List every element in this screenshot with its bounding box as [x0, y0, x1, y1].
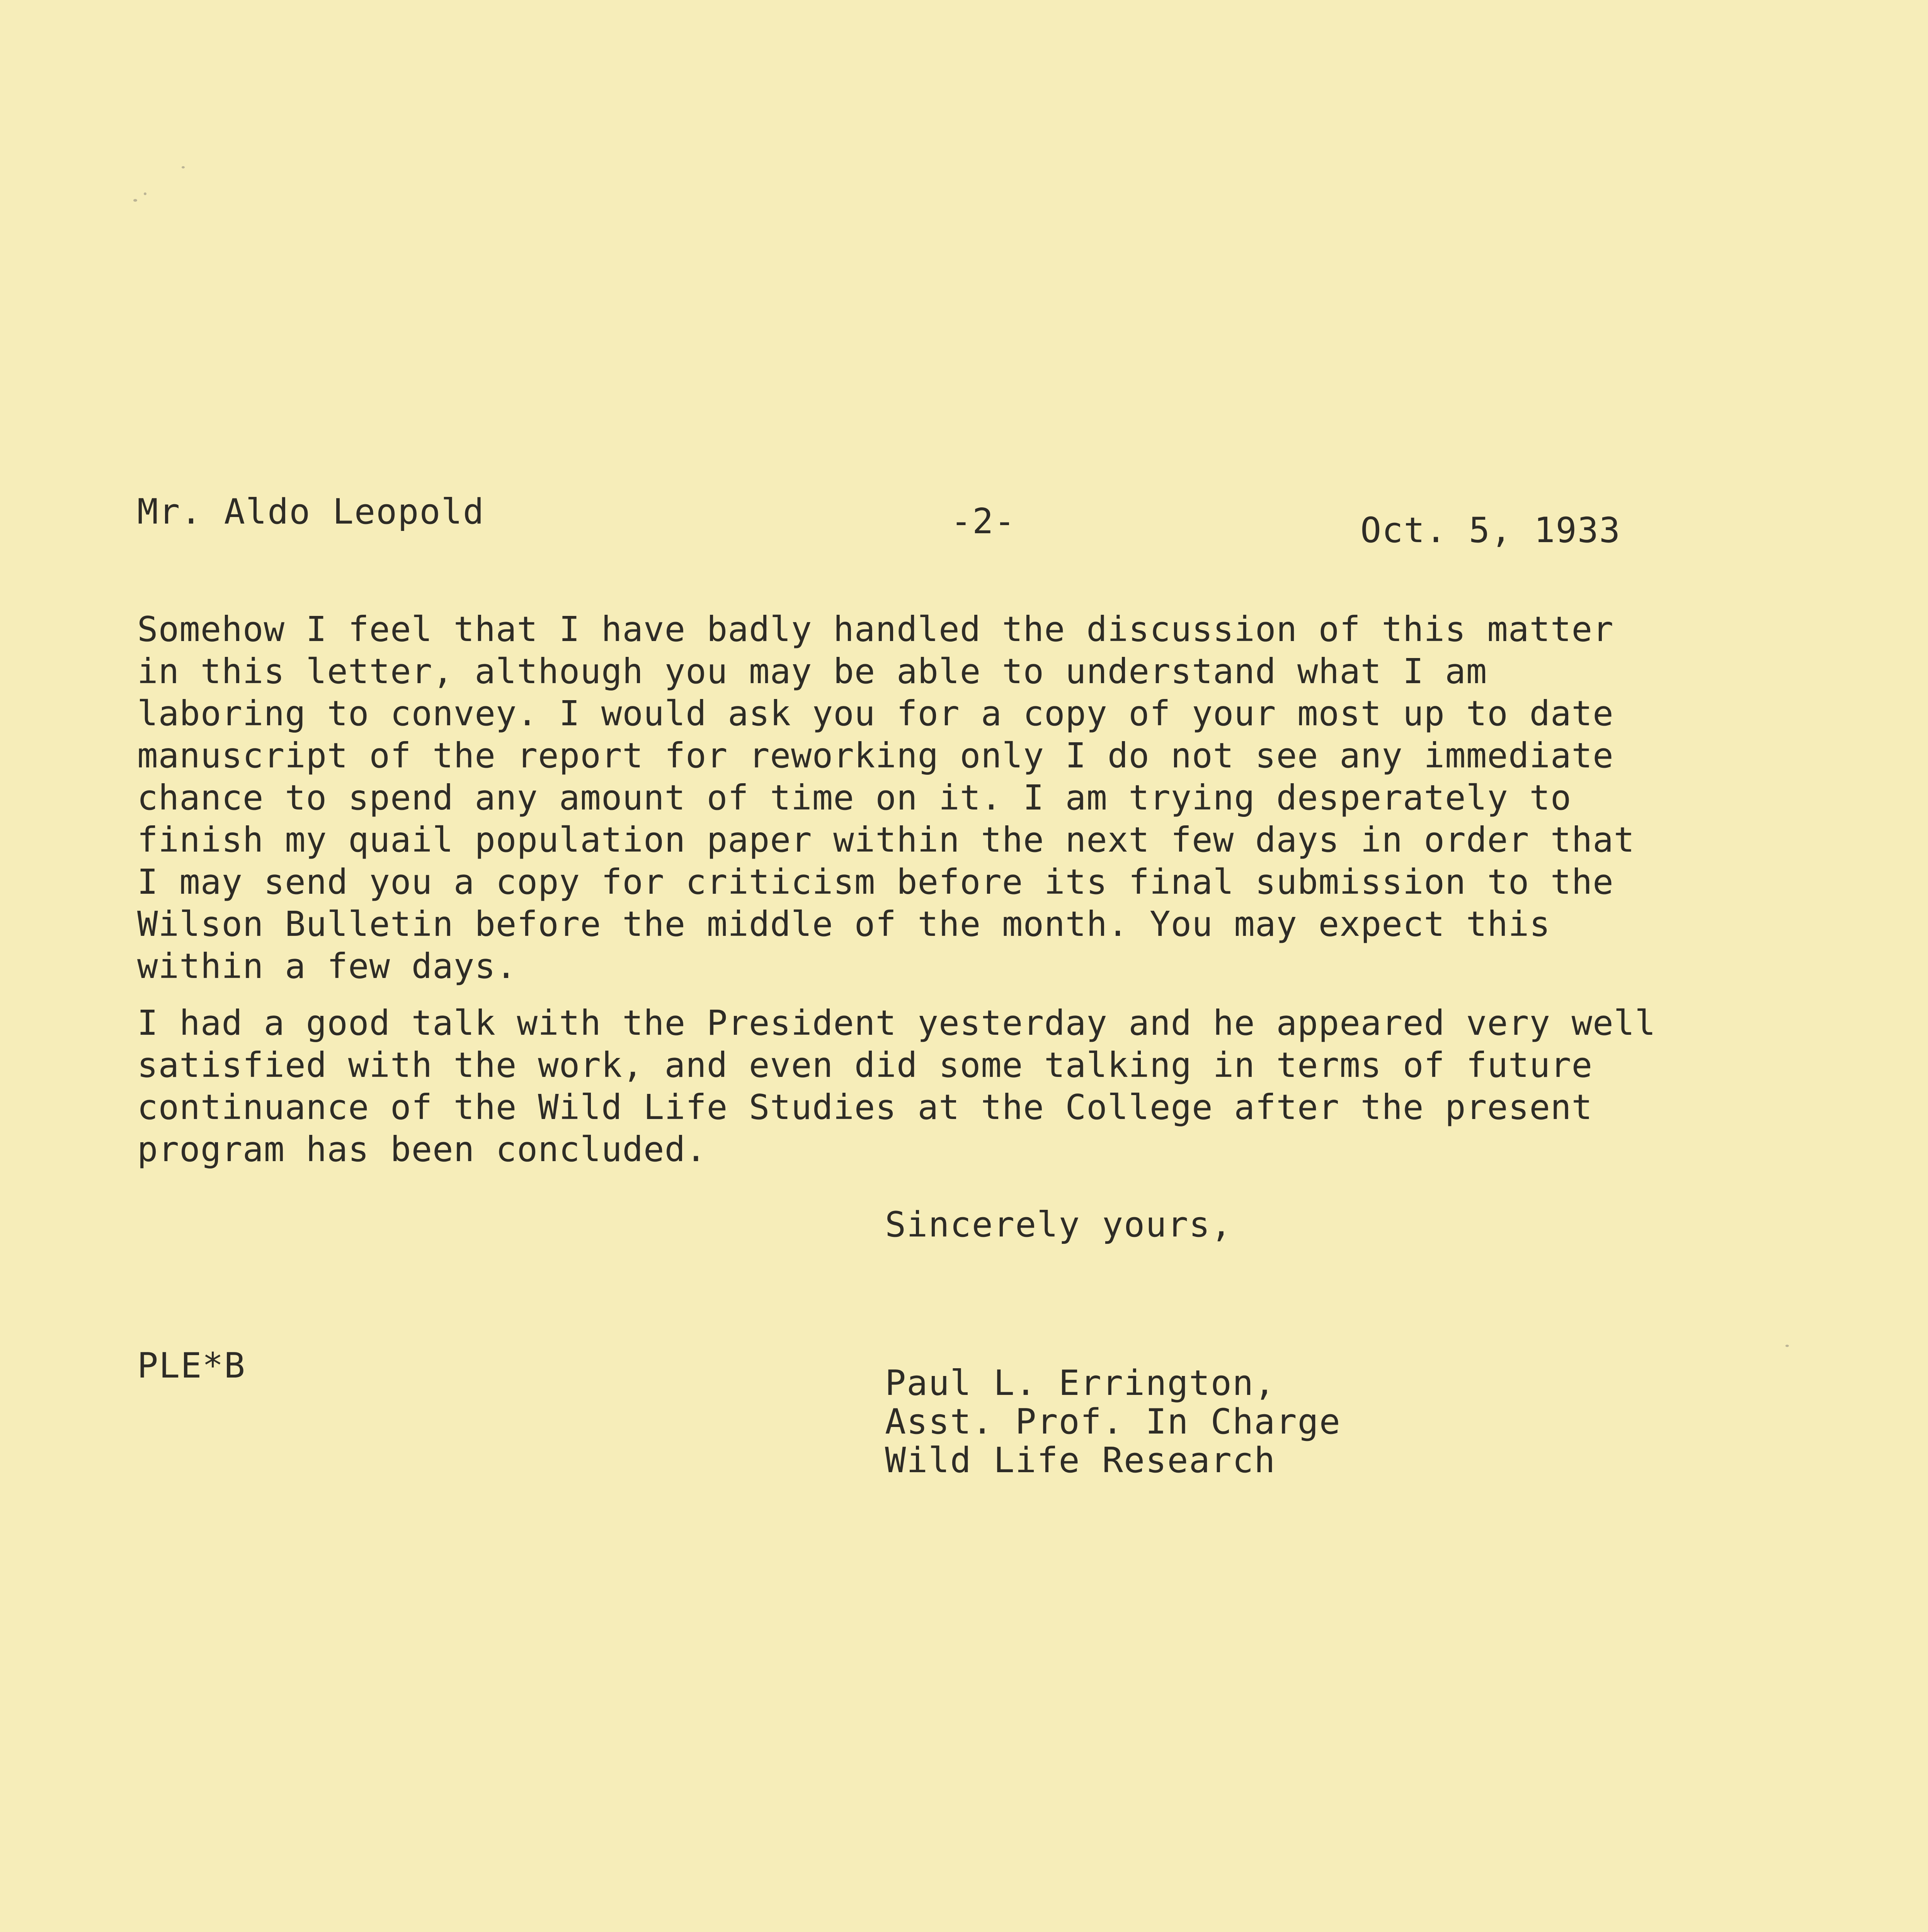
body-line: Wilson Bulletin before the middle of the month. You may expect this: [137, 904, 1551, 944]
body-line: chance to spend any amount of time on it. I am trying desperately to: [137, 777, 1572, 818]
body-line: laboring to convey. I would ask you for a copy of your most up to date: [137, 693, 1614, 733]
signer-name: Paul L. Errington,: [885, 1363, 1276, 1403]
body-line: continuance of the Wild Life Studies at the College after the present: [137, 1087, 1593, 1127]
body-line: within a few days.: [137, 946, 517, 986]
body-line: manuscript of the report for reworking only I do not see any immediate: [137, 735, 1614, 776]
body-line: program has been concluded.: [137, 1129, 707, 1169]
signer-department: Wild Life Research: [885, 1440, 1276, 1481]
body-line: I may send you a copy for criticism before its final submission to the: [137, 862, 1614, 902]
body-line: finish my quail population paper within the next few days in order that: [137, 820, 1635, 860]
body-line: Somehow I feel that I have badly handled the discussion of this matter: [137, 609, 1614, 649]
page-number: -2-: [951, 501, 1016, 542]
letter-date: Oct. 5, 1933: [1360, 510, 1621, 551]
signer-title: Asst. Prof. In Charge: [885, 1401, 1341, 1442]
complimentary-close: Sincerely yours,: [885, 1204, 1232, 1245]
paper-speck: [182, 166, 185, 168]
typist-initials: PLE*B: [137, 1345, 246, 1386]
body-line: satisfied with the work, and even did some talking in terms of future: [137, 1045, 1593, 1085]
paper-speck: [1785, 1345, 1789, 1347]
paper-speck: [144, 192, 146, 195]
body-line: in this letter, although you may be able to understand what I am: [137, 651, 1487, 691]
paper-speck: [133, 199, 137, 202]
recipient-name: Mr. Aldo Leopold: [137, 492, 485, 532]
body-line: I had a good talk with the President yesterday and he appeared very well: [137, 1003, 1656, 1043]
